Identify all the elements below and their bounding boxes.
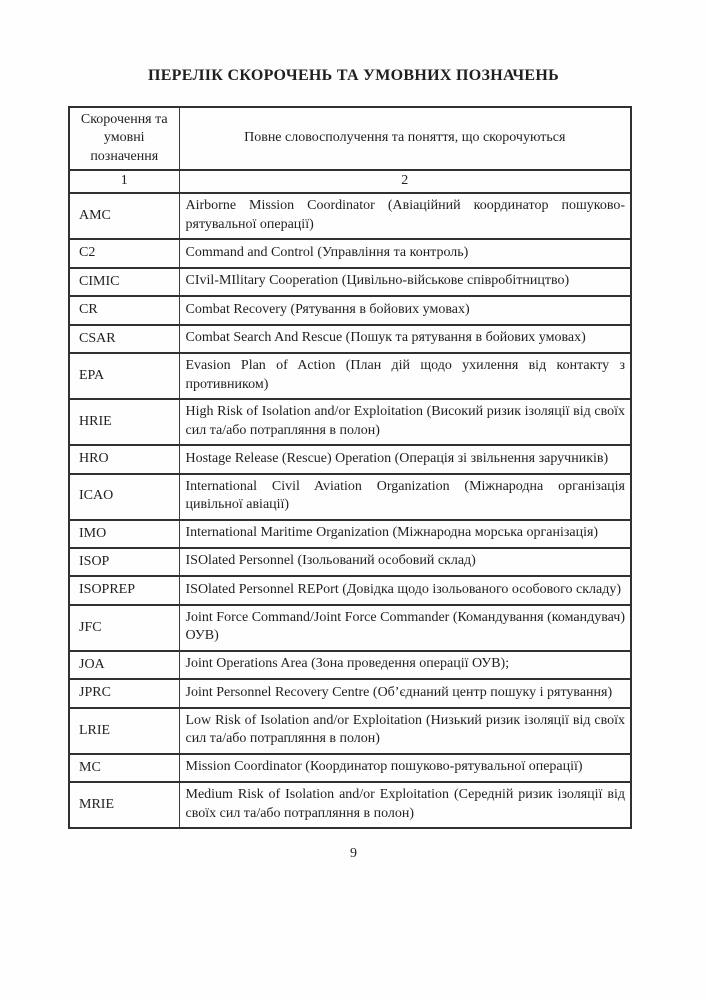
abbr-cell: CSAR (69, 325, 179, 353)
table-row (69, 193, 631, 239)
full-cell: CIvil-MIlitary Cooperation (Цивільно-військове співробітництво) (179, 268, 631, 296)
abbr-cell: CIMIC (69, 268, 179, 296)
abbr-cell: LRIE (69, 708, 179, 754)
table-row (69, 548, 631, 576)
header-full-phrase-column: Повне словосполучення та поняття, що скорочуються (179, 107, 631, 170)
table-row (69, 708, 631, 754)
full-cell: International Civil Aviation Organization (Міжнародна організація цивільної авіації) (179, 474, 631, 520)
table-row (69, 353, 631, 399)
table-row (69, 399, 631, 445)
full-cell: Command and Control (Управління та контроль) (179, 239, 631, 267)
abbr-cell: AMC (69, 193, 179, 239)
table-row (69, 754, 631, 782)
full-cell: ISOlated Personnel (Ізольований особовий склад) (179, 548, 631, 576)
abbr-cell: JFC (69, 605, 179, 651)
table-row (69, 679, 631, 707)
table-row (69, 325, 631, 353)
full-cell: Mission Coordinator (Координатор пошуково-рятувальної операції) (179, 754, 631, 782)
table-row (69, 445, 631, 473)
abbr-cell: JPRC (69, 679, 179, 707)
abbr-cell: C2 (69, 239, 179, 267)
full-cell: Joint Personnel Recovery Centre (Об’єднаний центр пошуку і рятування) (179, 679, 631, 707)
column-number-1: 1 (69, 170, 179, 193)
table-row (69, 782, 631, 828)
table-row (69, 651, 631, 679)
table-header-row (69, 107, 631, 170)
table-row (69, 474, 631, 520)
full-cell: Combat Search And Rescue (Пошук та рятування в бойових умовах) (179, 325, 631, 353)
abbr-cell: MC (69, 754, 179, 782)
full-cell: Airborne Mission Coordinator (Авіаційний координатор пошуково-рятувальної операції) (179, 193, 631, 239)
column-numbers-row (69, 170, 631, 193)
table-row (69, 520, 631, 548)
full-cell: Combat Recovery (Рятування в бойових умовах) (179, 296, 631, 324)
abbr-cell: HRIE (69, 399, 179, 445)
column-number-2: 2 (179, 170, 631, 193)
full-cell: Hostage Release (Rescue) Operation (Операція зі звільнення заручників) (179, 445, 631, 473)
full-cell: Joint Operations Area (Зона проведення операції ОУВ); (179, 651, 631, 679)
table-row (69, 239, 631, 267)
abbr-cell: HRO (69, 445, 179, 473)
header-abbreviation-column: Скорочення та умовні позначення (69, 107, 179, 170)
abbr-cell: EPA (69, 353, 179, 399)
full-cell: Low Risk of Isolation and/or Exploitation (Низький ризик ізоляції від своїх сил та/або потрапляння в полон) (179, 708, 631, 754)
abbr-cell: ISOPREP (69, 576, 179, 604)
table-row (69, 576, 631, 604)
abbr-cell: JOA (69, 651, 179, 679)
table-body (69, 193, 631, 828)
table-row (69, 296, 631, 324)
abbr-cell: MRIE (69, 782, 179, 828)
page-number: 9 (350, 846, 357, 862)
full-cell: High Risk of Isolation and/or Exploitation (Високий ризик ізоляції від своїх сил та/або потрапляння в полон) (179, 399, 631, 445)
abbr-cell: ISOP (69, 548, 179, 576)
abbreviations-table (68, 106, 632, 829)
full-cell: International Maritime Organization (Міжнародна морська організація) (179, 520, 631, 548)
table-header (69, 107, 631, 193)
page-title: ПЕРЕЛІК СКОРОЧЕНЬ ТА УМОВНИХ ПОЗНАЧЕНЬ (147, 67, 560, 84)
full-cell: Evasion Plan of Action (План дій щодо ухилення від контакту з противником) (179, 353, 631, 399)
full-cell: ISOlated Personnel REPort (Довідка щодо ізольованого особового складу) (179, 576, 631, 604)
table-row (69, 268, 631, 296)
abbr-cell: CR (69, 296, 179, 324)
table-row (69, 605, 631, 651)
abbr-cell: IMO (69, 520, 179, 548)
full-cell: Medium Risk of Isolation and/or Exploitation (Середній ризик ізоляції від своїх сил та/або потрапляння в полон) (179, 782, 631, 828)
full-cell: Joint Force Command/Joint Force Commander (Командування (командувач) ОУВ) (179, 605, 631, 651)
abbr-cell: ICAO (69, 474, 179, 520)
